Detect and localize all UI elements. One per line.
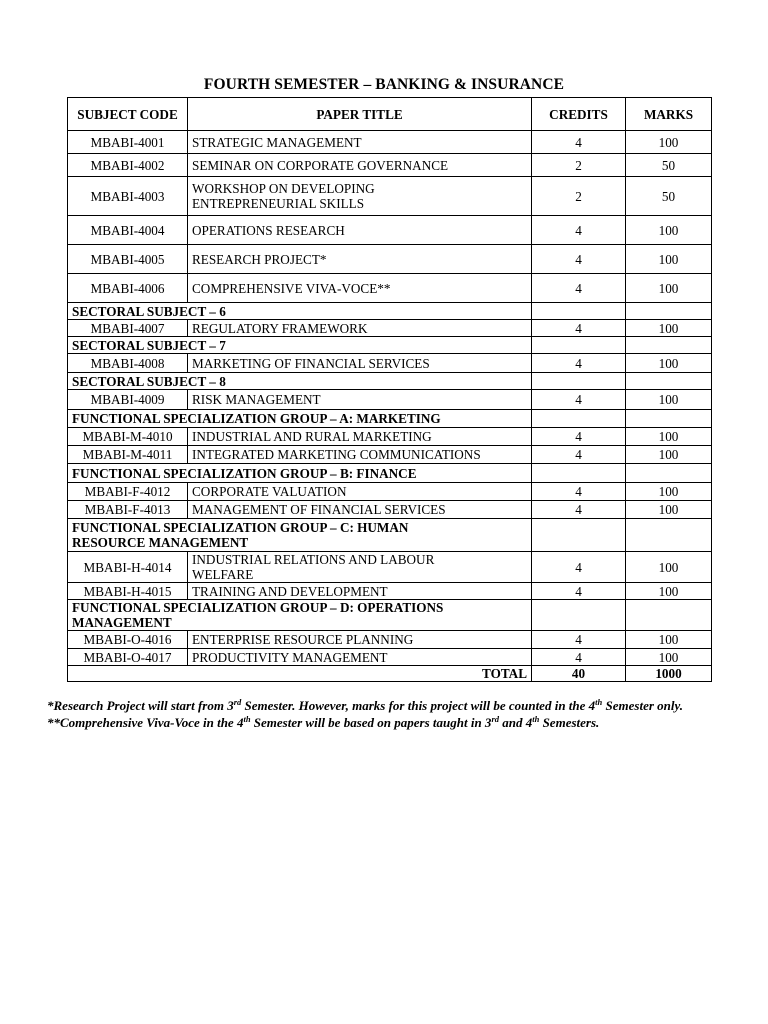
- footnote-superscript: th: [595, 697, 603, 707]
- paper-title: MANAGEMENT OF FINANCIAL SERVICES: [188, 501, 532, 519]
- footnote-text: Semesters.: [539, 714, 600, 730]
- footnote-viva-voce: [47, 715, 737, 732]
- empty-cell: [626, 519, 712, 552]
- credits-value: 4: [532, 649, 626, 666]
- empty-cell: [626, 373, 712, 390]
- footnote-superscript: th: [243, 713, 251, 724]
- paper-title: COMPREHENSIVE VIVA-VOCE**: [188, 274, 532, 303]
- credits-value: 4: [532, 552, 626, 583]
- paper-title-line: WORKSHOP ON DEVELOPING: [192, 181, 375, 196]
- footnote-superscript: rd: [233, 697, 242, 707]
- empty-cell: [532, 303, 626, 320]
- table-row: [68, 274, 712, 303]
- paper-title: ENTERPRISE RESOURCE PLANNING: [188, 631, 532, 649]
- table-row: [68, 483, 712, 501]
- section-heading-line: MANAGEMENT: [72, 615, 172, 630]
- footnote-text: and 4: [499, 714, 533, 730]
- table-row: [68, 583, 712, 600]
- paper-title: OPERATIONS RESEARCH: [188, 216, 532, 245]
- empty-cell: [626, 337, 712, 354]
- section-heading-row: [68, 337, 712, 354]
- credits-value: 2: [532, 154, 626, 177]
- paper-title: INTEGRATED MARKETING COMMUNICATIONS: [188, 446, 532, 464]
- footnote-text: Semester only.: [602, 698, 684, 713]
- table-row: [68, 131, 712, 154]
- empty-cell: [532, 600, 626, 631]
- subject-code: MBABI-4006: [68, 274, 188, 303]
- page-title: FOURTH SEMESTER – BANKING & INSURANCE: [203, 76, 565, 93]
- marks-value: 100: [626, 216, 712, 245]
- credits-value: 4: [532, 390, 626, 410]
- section-heading: [68, 600, 532, 631]
- footnote-text: **Comprehensive Viva-Voce in the 4: [47, 714, 244, 730]
- table-row: [68, 216, 712, 245]
- credits-value: 4: [532, 428, 626, 446]
- section-heading: SECTORAL SUBJECT – 7: [68, 337, 532, 354]
- marks-value: 100: [626, 483, 712, 501]
- paper-title: SEMINAR ON CORPORATE GOVERNANCE: [188, 154, 532, 177]
- empty-cell: [626, 600, 712, 631]
- empty-cell: [532, 337, 626, 354]
- total-row: [68, 666, 712, 682]
- marks-value: 100: [626, 631, 712, 649]
- credits-value: 4: [532, 216, 626, 245]
- paper-title: REGULATORY FRAMEWORK: [188, 320, 532, 337]
- paper-title: STRATEGIC MANAGEMENT: [188, 131, 532, 154]
- subject-code: MBABI-4002: [68, 154, 188, 177]
- marks-value: 100: [626, 274, 712, 303]
- subject-code: MBABI-F-4012: [68, 483, 188, 501]
- table-row: [68, 446, 712, 464]
- paper-title: PRODUCTIVITY MANAGEMENT: [188, 649, 532, 666]
- section-heading-row: [68, 373, 712, 390]
- total-credits: 40: [532, 666, 626, 682]
- table-row: [68, 428, 712, 446]
- table-row: [68, 354, 712, 373]
- total-marks: 1000: [626, 666, 712, 682]
- header-paper-title: PAPER TITLE: [188, 98, 532, 131]
- paper-title: [188, 177, 532, 216]
- marks-value: 100: [626, 320, 712, 337]
- marks-value: 100: [626, 583, 712, 600]
- credits-value: 4: [532, 583, 626, 600]
- footnote-text: Semester. However, marks for this project will be counted in the 4: [241, 698, 596, 713]
- section-heading-row: [68, 464, 712, 483]
- credits-value: 4: [532, 274, 626, 303]
- table-row: [68, 177, 712, 216]
- footnote-superscript: th: [532, 713, 540, 724]
- footnote-text: Semester will be based on papers taught in 3: [250, 714, 492, 730]
- header-credits: CREDITS: [532, 98, 626, 131]
- empty-cell: [626, 464, 712, 483]
- marks-value: 100: [626, 354, 712, 373]
- marks-value: 100: [626, 501, 712, 519]
- marks-value: 100: [626, 390, 712, 410]
- table-row: [68, 154, 712, 177]
- credits-value: 4: [532, 631, 626, 649]
- empty-cell: [626, 410, 712, 428]
- subject-code: MBABI-M-4011: [68, 446, 188, 464]
- subject-code: MBABI-4007: [68, 320, 188, 337]
- paper-title: CORPORATE VALUATION: [188, 483, 532, 501]
- total-label: TOTAL: [68, 666, 532, 682]
- empty-cell: [626, 303, 712, 320]
- paper-title: RISK MANAGEMENT: [188, 390, 532, 410]
- course-table: [67, 97, 712, 682]
- footnote-superscript: rd: [491, 713, 499, 724]
- marks-value: 100: [626, 131, 712, 154]
- credits-value: 4: [532, 483, 626, 501]
- paper-title-line: INDUSTRIAL RELATIONS AND LABOUR: [192, 552, 435, 567]
- credits-value: 4: [532, 320, 626, 337]
- subject-code: MBABI-H-4015: [68, 583, 188, 600]
- section-heading-row: [68, 519, 712, 552]
- section-heading-row: [68, 600, 712, 631]
- section-heading: SECTORAL SUBJECT – 6: [68, 303, 532, 320]
- marks-value: 100: [626, 552, 712, 583]
- header-subject-code: SUBJECT CODE: [68, 98, 188, 131]
- subject-code: MBABI-4003: [68, 177, 188, 216]
- empty-cell: [532, 410, 626, 428]
- footnote-research-project: [47, 698, 737, 715]
- empty-cell: [532, 373, 626, 390]
- paper-title-line: ENTREPRENEURIAL SKILLS: [192, 196, 365, 211]
- subject-code: MBABI-O-4016: [68, 631, 188, 649]
- paper-title-line: WELFARE: [192, 567, 254, 582]
- paper-title: INDUSTRIAL AND RURAL MARKETING: [188, 428, 532, 446]
- paper-title: TRAINING AND DEVELOPMENT: [188, 583, 532, 600]
- marks-value: 50: [626, 177, 712, 216]
- subject-code: MBABI-O-4017: [68, 649, 188, 666]
- paper-title: MARKETING OF FINANCIAL SERVICES: [188, 354, 532, 373]
- section-heading: FUNCTIONAL SPECIALIZATION GROUP – A: MARKETING: [68, 410, 532, 428]
- credits-value: 4: [532, 354, 626, 373]
- header-marks: MARKS: [626, 98, 712, 131]
- subject-code: MBABI-H-4014: [68, 552, 188, 583]
- subject-code: MBABI-M-4010: [68, 428, 188, 446]
- empty-cell: [532, 464, 626, 483]
- subject-code: MBABI-4005: [68, 245, 188, 274]
- table-row: [68, 501, 712, 519]
- table-row: [68, 631, 712, 649]
- subject-code: MBABI-4009: [68, 390, 188, 410]
- footnotes: [47, 698, 737, 731]
- credits-value: 4: [532, 245, 626, 274]
- table-row: [68, 245, 712, 274]
- marks-value: 100: [626, 428, 712, 446]
- table-row: [68, 320, 712, 337]
- section-heading-line: FUNCTIONAL SPECIALIZATION GROUP – C: HUMAN: [72, 520, 409, 535]
- section-heading: SECTORAL SUBJECT – 8: [68, 373, 532, 390]
- table-row: [68, 390, 712, 410]
- credits-value: 4: [532, 131, 626, 154]
- marks-value: 100: [626, 446, 712, 464]
- section-heading: [68, 519, 532, 552]
- header-row: [68, 98, 712, 131]
- paper-title: RESEARCH PROJECT*: [188, 245, 532, 274]
- marks-value: 50: [626, 154, 712, 177]
- subject-code: MBABI-4001: [68, 131, 188, 154]
- credits-value: 2: [532, 177, 626, 216]
- credits-value: 4: [532, 446, 626, 464]
- section-heading-row: [68, 303, 712, 320]
- table-row: [68, 649, 712, 666]
- subject-code: MBABI-4008: [68, 354, 188, 373]
- section-heading: FUNCTIONAL SPECIALIZATION GROUP – B: FINANCE: [68, 464, 532, 483]
- empty-cell: [532, 519, 626, 552]
- section-heading-line: FUNCTIONAL SPECIALIZATION GROUP – D: OPERATIONS: [72, 600, 444, 615]
- footnote-text: *Research Project will start from 3: [47, 698, 234, 713]
- table-row: [68, 552, 712, 583]
- marks-value: 100: [626, 649, 712, 666]
- subject-code: MBABI-4004: [68, 216, 188, 245]
- paper-title: [188, 552, 532, 583]
- section-heading-row: [68, 410, 712, 428]
- subject-code: MBABI-F-4013: [68, 501, 188, 519]
- section-heading-line: RESOURCE MANAGEMENT: [72, 535, 249, 550]
- credits-value: 4: [532, 501, 626, 519]
- marks-value: 100: [626, 245, 712, 274]
